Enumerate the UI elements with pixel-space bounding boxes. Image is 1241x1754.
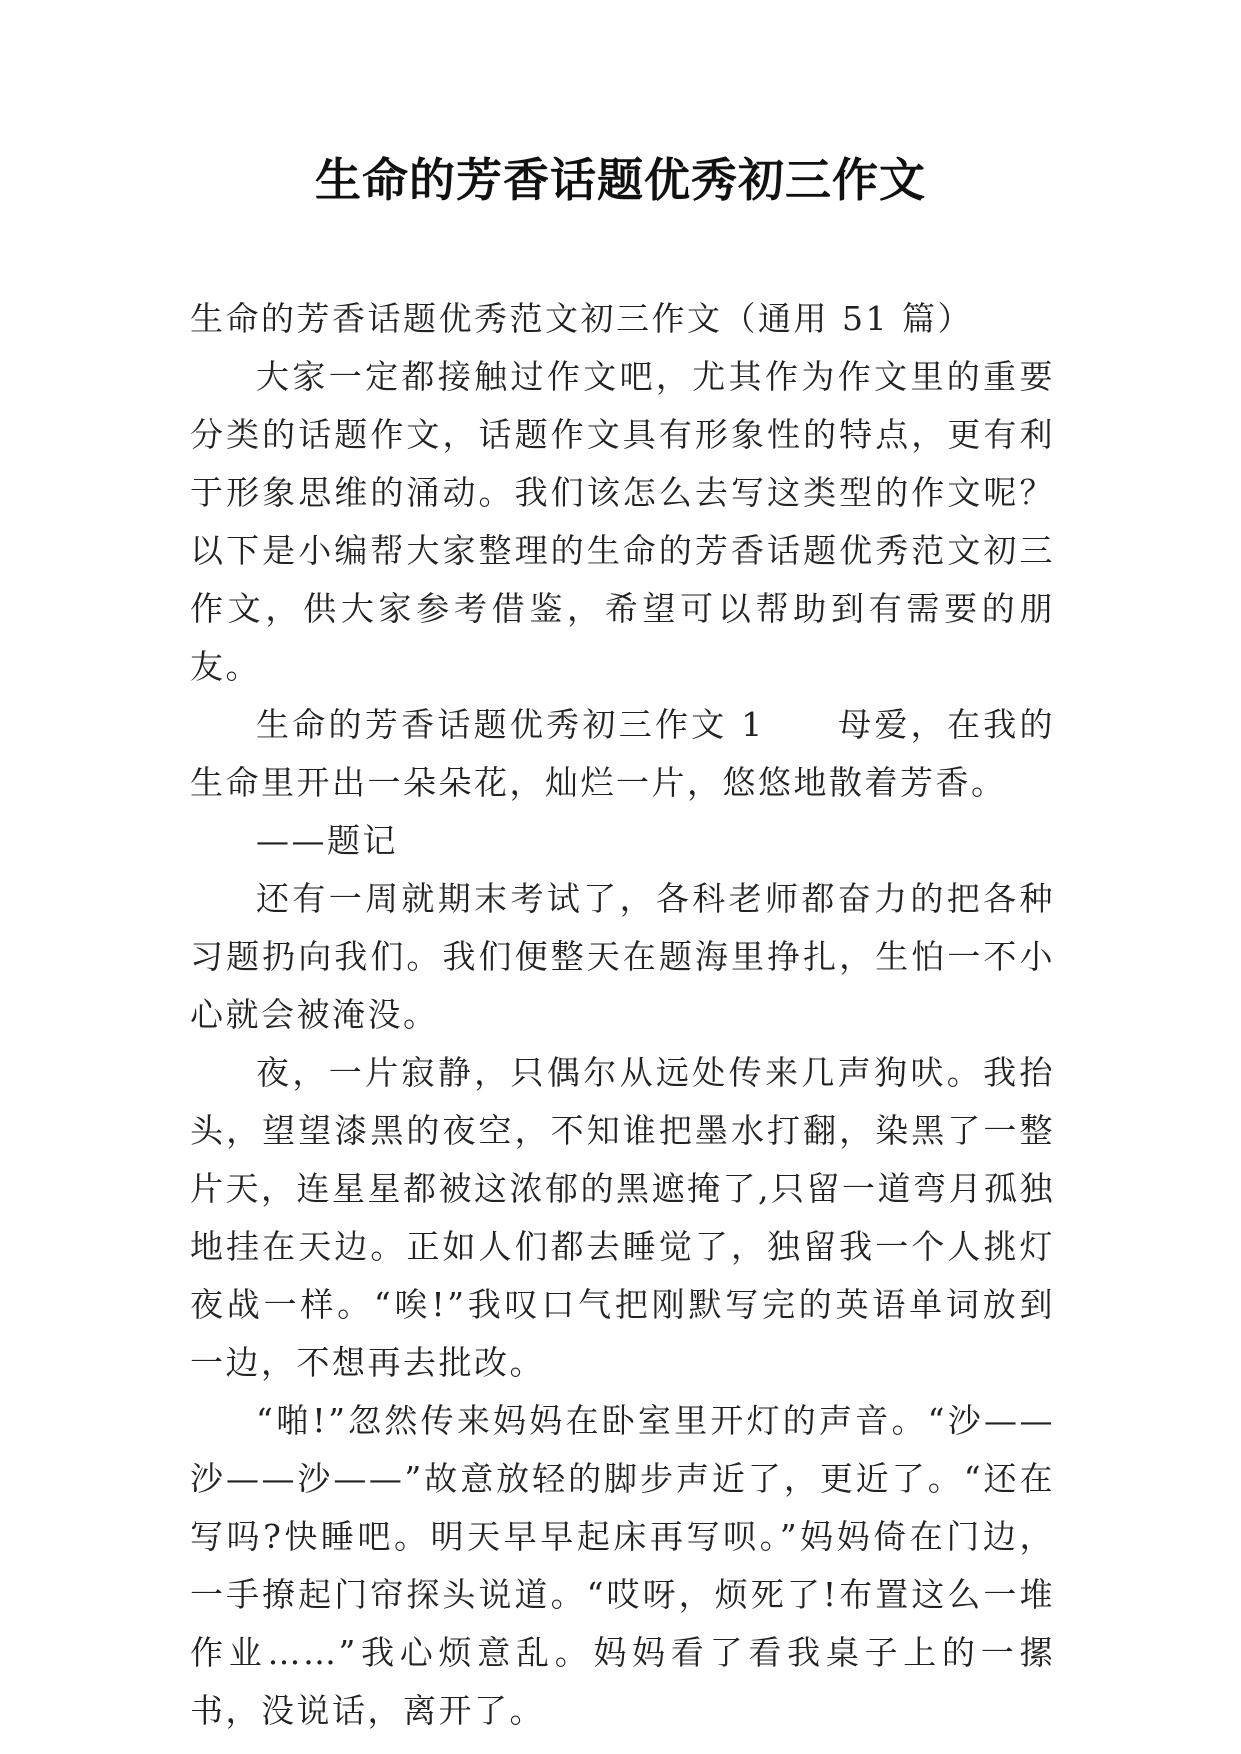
- document-body: [190, 290, 1055, 1740]
- paragraph-essay-heading: 生命的芳香话题优秀初三作文 1 母爱，在我的生命里开出一朵朵花，灿烂一片，悠悠地散着芳香。: [190, 705, 1055, 802]
- paragraph-exam-week: 还有一周就期末考试了，各科老师都奋力的把各种习题扔向我们。我们便整天在题海里挣扎，生怕一不小心就会被淹没。: [190, 879, 1055, 1034]
- paragraph-epigraph: ——题记: [256, 821, 398, 860]
- paragraph-night: 夜，一片寂静，只偶尔从远处传来几声狗吠。我抬头，望望漆黑的夜空，不知谁把墨水打翻，染黑了一整片天，连星星都被这浓郁的黑遮掩了,只留一道弯月孤独地挂在天边。正如人们都去睡觉了，独留我一个人挑灯夜战一样。“唉!”我叹口气把刚默写完的英语单词放到一边，不想再去批改。: [190, 1053, 1055, 1382]
- paragraph-mother: “啪!”忽然传来妈妈在卧室里开灯的声音。“沙——沙——沙——”故意放轻的脚步声近了，更近了。“还在写吗?快睡吧。明天早早起床再写呗。”妈妈倚在门边，一手撩起门帘探头说道。“哎呀，烦死了!布置这么一堆作业……”我心烦意乱。妈妈看了看我桌子上的一摞书，没说话，离开了。: [190, 1401, 1055, 1730]
- paragraph-intro: 大家一定都接触过作文吧，尤其作为作文里的重要分类的话题作文，话题作文具有形象性的特点，更有利于形象思维的涌动。我们该怎么去写这类型的作文呢？以下是小编帮大家整理的生命的芳香话题优秀范文初三作文，供大家参考借鉴，希望可以帮助到有需要的朋友。: [190, 357, 1055, 686]
- document-title: 生命的芳香话题优秀初三作文: [315, 153, 926, 207]
- document-subtitle: 生命的芳香话题优秀范文初三作文（通用 51 篇）: [190, 299, 973, 338]
